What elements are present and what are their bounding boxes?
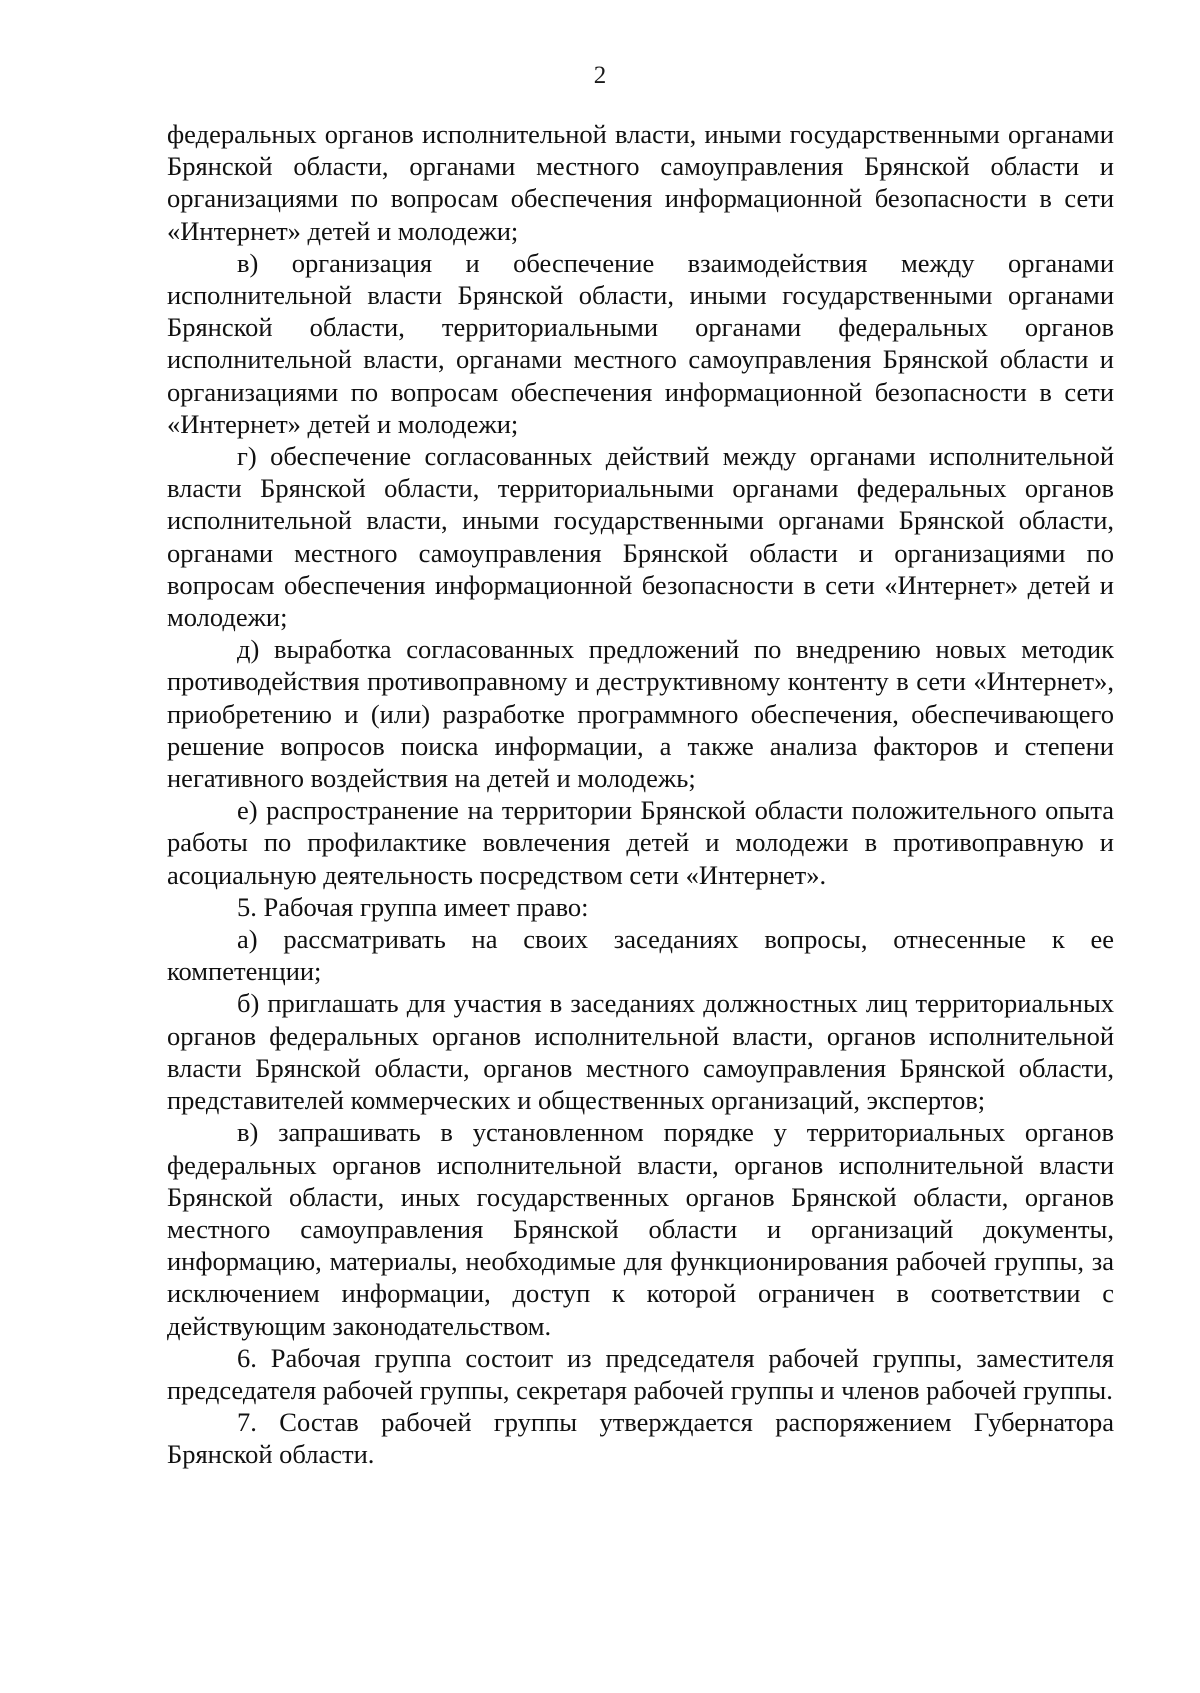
paragraph-item-v: в) организация и обеспечение взаимодействия между органами исполнительной власти Брянской области, иными государственными органами Брянской области, территориальными органами федеральных органов исполнительной власти, органами местного самоуправления Брянской области и организациями по вопросам обеспечения информационной безопасности в сети «Интернет» детей и молодежи; [167,247,1114,439]
paragraph-item-d: д) выработка согласованных предложений по внедрению новых методик противодействия противоправному и деструктивному контенту в сети «Интернет», приобретению и (или) разработке программного обеспечения, обеспечивающего решение вопросов поиска информации, а также анализа факторов и степени негативного воздействия на детей и молодежь; [167,634,1114,794]
paragraph-item-a: а) рассматривать на своих заседаниях вопросы, отнесенные к ее компетенции; [167,924,1114,987]
paragraph-section-7: 7. Состав рабочей группы утверждается распоряжением Губернатора Брянской области. [167,1407,1114,1470]
paragraph-continuation: федеральных органов исполнительной власти, иными государственными органами Брянской области, органами местного самоуправления Брянской области и организациями по вопросам обеспечения информационной безопасности в сети «Интернет» детей и молодежи; [167,119,1114,246]
paragraph-section-6: 6. Рабочая группа состоит из председателя рабочей группы, заместителя председателя рабочей группы, секретаря рабочей группы и членов рабочей группы. [167,1342,1114,1405]
page-number: 2 [593,62,607,89]
paragraph-item-g: г) обеспечение согласованных действий между органами исполнительной власти Брянской области, территориальными органами федеральных органов исполнительной власти, иными государственными органами Брянской области, органами местного самоуправления Брянской области и организациями по вопросам обеспечения информационной безопасности в сети «Интернет» детей и молодежи; [167,441,1114,633]
document-body [167,118,1114,1471]
paragraph-item-e: е) распространение на территории Брянской области положительного опыта работы по профилактике вовлечения детей и молодежи в противоправную и асоциальную деятельность посредством сети «Интернет». [167,795,1114,890]
paragraph-item-v2: в) запрашивать в установленном порядке у территориальных органов федеральных органов исполнительной власти, органов исполнительной власти Брянской области, иных государственных органов Брянской области, органов местного самоуправления Брянской области и организаций документы, информацию, материалы, необходимые для функционирования рабочей группы, за исключением информации, доступ к которой ограничен в соответствии с действующим законодательством. [167,1117,1114,1341]
paragraph-item-b: б) приглашать для участия в заседаниях должностных лиц территориальных органов федеральных органов исполнительной власти, органов исполнительной власти Брянской области, органов местного самоуправления Брянской области, представителей коммерческих и общественных организаций, экспертов; [167,988,1114,1116]
paragraph-section-5: 5. Рабочая группа имеет право: [237,891,589,922]
